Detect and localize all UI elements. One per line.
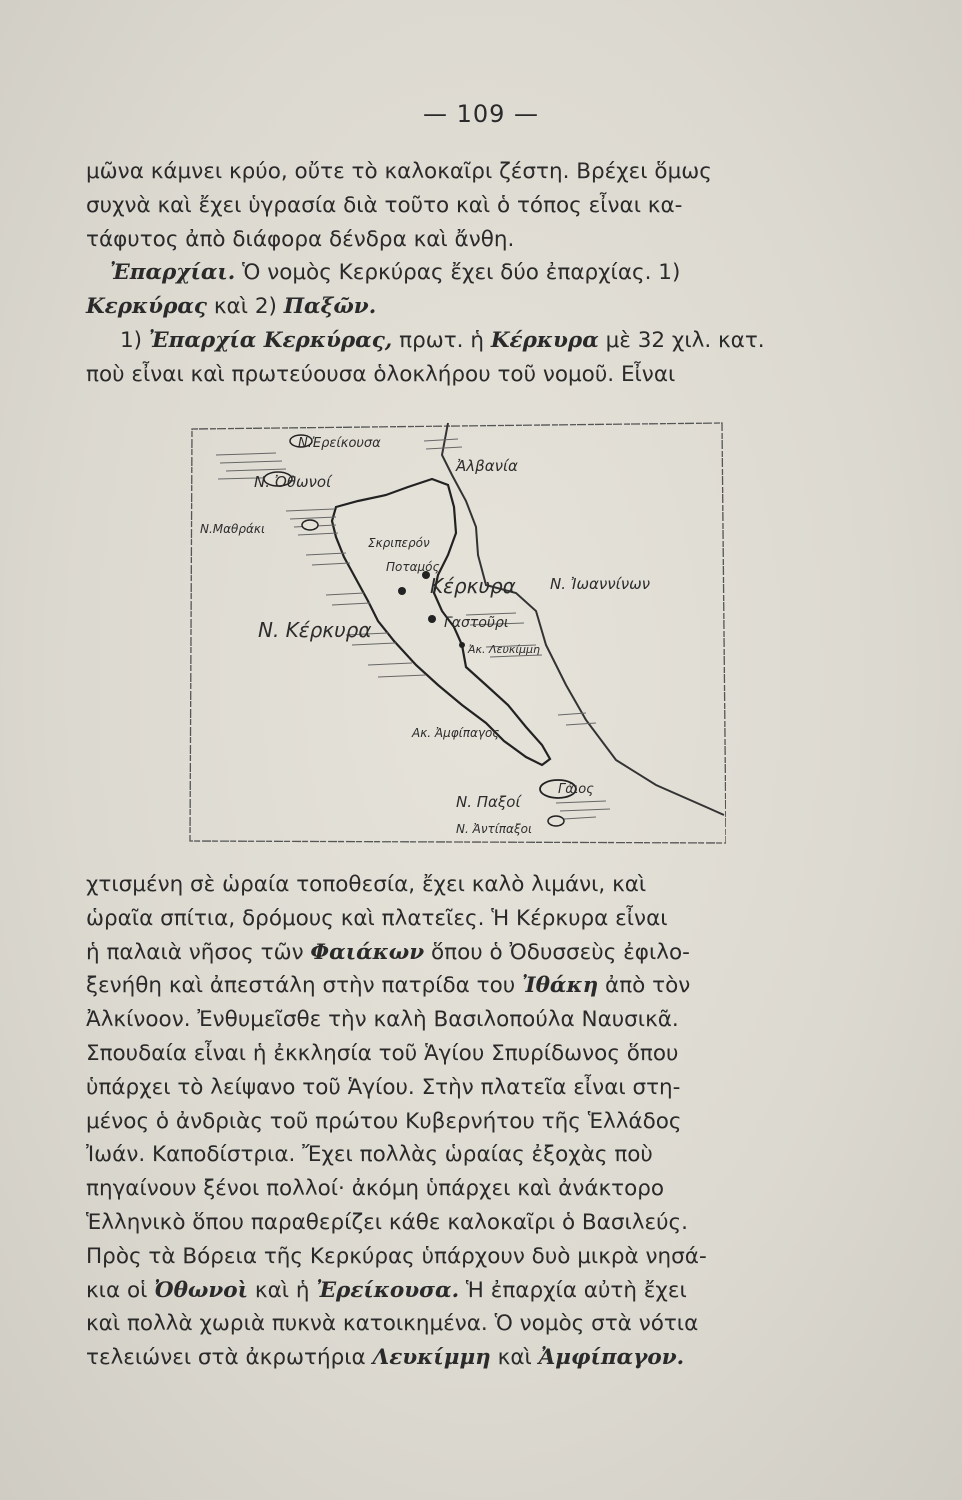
text-line: Πρὸς τὰ Βόρεια τῆς Κερκύρας ὑπάρχουν δυὸ μικρὰ νησά- [86, 1243, 707, 1269]
bold-term: Κέρκυρα [490, 327, 599, 353]
text-line: τάφυτος ἀπὸ διάφορα δένδρα καὶ ἄνθη. [86, 226, 515, 252]
text-line [86, 936, 826, 970]
map-label-potamos: Ποταμός [386, 560, 440, 574]
bold-term: Κερκύρας [86, 294, 208, 320]
map-label-lefkimmi: Ἀκ. Λευκίμμη [468, 643, 541, 656]
text-line: ὑπάρχει τὸ λείψανο τοῦ Ἁγίου. Στὴν πλατεῖα εἶναι στη- [86, 1074, 681, 1100]
text-line [86, 256, 826, 290]
text-line [86, 1274, 826, 1308]
text-line [86, 969, 826, 1003]
bold-term: Παξῶν. [283, 294, 377, 320]
text-run: κια οἱ [86, 1277, 155, 1303]
text-run: πρωτ. ἡ [392, 327, 491, 353]
text-line: μῶνα κάμνει κρύο, οὔτε τὸ καλοκαῖρι ζέστη. Βρέχει ὅμως [86, 159, 712, 184]
bold-term: Ὀθωνοὶ [154, 1277, 249, 1303]
text-line: μένος ὁ ἀνδριὰς τοῦ πρώτου Κυβερνήτου τῆς Ἑλλάδος [86, 1108, 682, 1134]
text-run: ἀπὸ τὸν [598, 973, 691, 999]
text-run: ἡ παλαιὰ νῆσος τῶν [86, 939, 311, 965]
upper-paragraph [86, 155, 826, 392]
map-label-kerkyra-city: Κέρκυρα [430, 574, 516, 598]
map-label-gaios: Γάιος [558, 782, 594, 797]
text-run: ξενήθη καὶ ἀπεστάλη στὴν πατρίδα του [86, 973, 523, 999]
bold-term: Ἰθάκη [522, 973, 599, 999]
text-line: Ἀλκίνοον. Ἐνθυμεῖσθε τὴν καλὴ Βασιλοπούλα Ναυσικᾶ. [86, 1007, 679, 1033]
map-label-paxoi: Ν. Παξοί [456, 793, 521, 811]
bold-term: Ἐπαρχίαι. [110, 260, 236, 286]
text-line: Ἰωάν. Καποδίστρια. Ἔχει πολλὰς ὡραίας ἐξοχὰς ποὺ [86, 1142, 653, 1168]
map-label-skripero: Σκριπερόν [368, 536, 430, 550]
map-label-antipaxoi: Ν. Ἀντίπαξοι [456, 822, 533, 836]
lower-paragraph [86, 868, 826, 1375]
corfu-map [186, 415, 726, 848]
map-label-albania: Ἀλβανία [456, 457, 518, 475]
text-line: χτισμένη σὲ ὡραία τοποθεσία, ἔχει καλὸ λιμάνι, καὶ [86, 872, 647, 897]
text-run: τελειώνει στὰ ἀκρωτήρια [86, 1345, 373, 1371]
text-line: ὡραῖα σπίτια, δρόμους καὶ πλατεῖες. Ἡ Κέρκυρα εἶναι [86, 905, 668, 931]
map-label-ioannina: Ν. Ἰωαννίνων [550, 575, 651, 593]
text-line: συχνὰ καὶ ἔχει ὑγρασία διὰ τοῦτο καὶ ὁ τόπος εἶναι κα- [86, 192, 683, 218]
text-run: καὶ ἡ [248, 1277, 317, 1303]
text-line: πηγαίνουν ξένοι πολλοί· ἀκόμη ὑπάρχει καὶ ἀνάκτορο [86, 1176, 665, 1202]
text-line: Ἑλληνικὸ ὅπου παραθερίζει κάθε καλοκαῖρι ὁ Βασιλεύς. [86, 1209, 688, 1235]
text-run: καὶ [490, 1345, 539, 1371]
bold-term: Ἐπαρχία Κερκύρας, [148, 327, 393, 353]
page-number: — 109 — [422, 100, 540, 128]
map-drawing [186, 415, 726, 848]
bold-term: Ἐρείκουσα. [316, 1277, 460, 1303]
text-line: Σπουδαία εἶναι ἡ ἐκκλησία τοῦ Ἁγίου Σπυρίδωνος ὅπου [86, 1040, 679, 1066]
map-label-amfipagos: Ακ. Ἀμφίπαγος [412, 726, 500, 740]
text-line [86, 290, 826, 324]
map-label-ereikoussa: Ν.Ἐρείκουσα [298, 436, 381, 451]
text-run: 1) [120, 327, 149, 353]
text-line: ποὺ εἶναι καὶ πρωτεύουσα ὁλοκλήρου τοῦ νομοῦ. Εἶναι [86, 361, 676, 387]
text-line: καὶ πολλὰ χωριὰ πυκνὰ κατοικημένα. Ὁ νομὸς στὰ νότια [86, 1311, 699, 1337]
text-run: μὲ 32 χιλ. κατ. [598, 327, 765, 353]
map-label-kerkyra-island: Ν. Κέρκυρα [258, 618, 372, 642]
map-label-mathraki: Ν.Μαθράκι [200, 522, 266, 536]
text-run: Ἡ ἐπαρχία αὐτὴ ἔχει [459, 1277, 687, 1303]
text-line [86, 1341, 826, 1375]
map-label-gastouri: Γαστοῦρι [444, 615, 509, 631]
bold-term: Λευκίμμη [372, 1345, 491, 1371]
text-run: καὶ 2) [207, 294, 284, 320]
bold-term: Ἀμφίπαγον. [538, 1345, 685, 1371]
bold-term: Φαιάκων [310, 939, 425, 965]
map-label-othonoi: Ν. Ὀθωνοί [254, 473, 332, 491]
text-line [86, 324, 826, 358]
text-run: Ὁ νομὸς Κερκύρας ἔχει δύο ἐπαρχίας. 1) [235, 260, 681, 286]
text-run: ὅπου ὁ Ὀδυσσεὺς ἐφιλο- [424, 939, 690, 965]
